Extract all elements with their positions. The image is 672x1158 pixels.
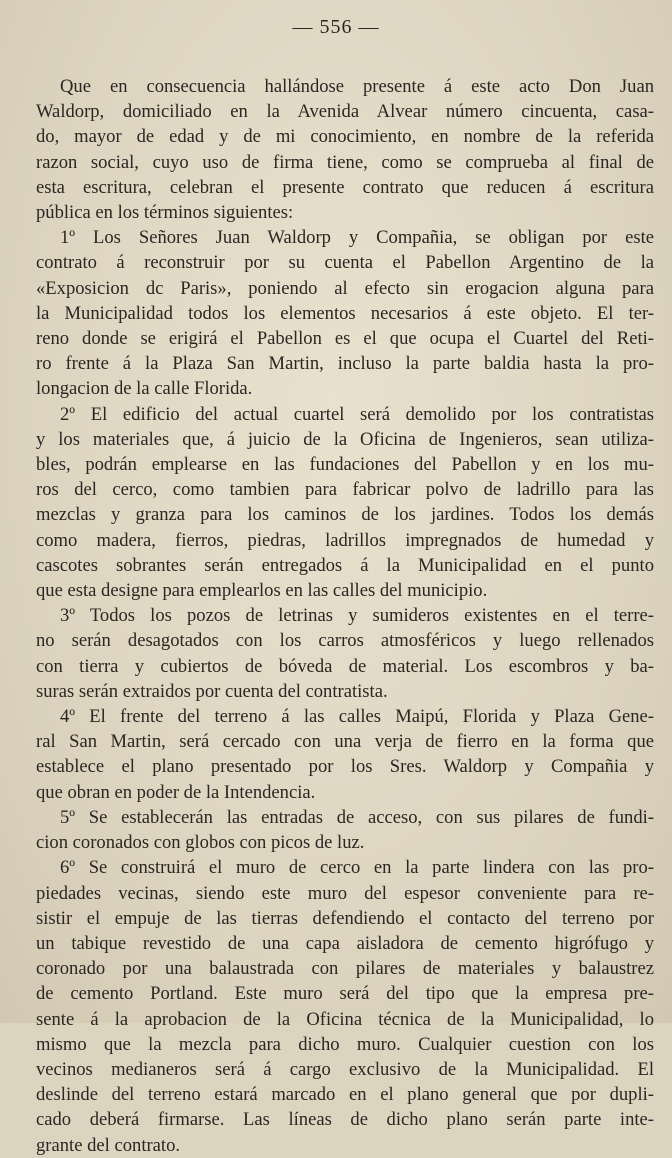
text-line: cascotes sobrantes serán entregados á la Municipalidad en el punto: [36, 554, 654, 576]
text-line: Waldorp, domiciliado en la Avenida Alvear número cincuenta, casa-: [36, 101, 654, 123]
text-line: ro frente á la Plaza San Martin, incluso la parte baldia hasta la pro-: [36, 353, 654, 375]
text-line: 4º El frente del terreno á las calles Maipú, Florida y Plaza Gene-: [60, 706, 654, 728]
text-line: la Municipalidad todos los elementos necesarios á este objeto. El ter-: [36, 302, 654, 324]
text-line: sente á la aprobacion de la Oficina técnica de la Municipalidad, lo: [36, 1008, 654, 1030]
text-line: vecinos medianeros será á cargo exclusivo de la Municipalidad. El: [36, 1058, 654, 1080]
text-line: cion coronados con globos con picos de luz.: [36, 832, 365, 854]
text-line: establece el plano presentado por los Sres. Waldorp y Compañia y: [36, 756, 654, 778]
page-number: — 556 —: [292, 16, 380, 38]
text-line: pública en los términos siguientes:: [36, 202, 294, 224]
text-line: y los materiales que, á juicio de la Oficina de Ingenieros, sean utiliza-: [36, 428, 654, 450]
text-line: deslinde del terreno estará marcado en el plano general que por dupli-: [36, 1084, 654, 1106]
text-line: esta escritura, celebran el presente contrato que reducen á escritura: [36, 176, 654, 198]
text-line: que obran en poder de la Intendencia.: [36, 781, 316, 803]
text-line: suras serán extraidos por cuenta del contratista.: [36, 680, 388, 702]
text-line: contrato á reconstruir por su cuenta el Pabellon Argentino de la: [36, 252, 654, 274]
text-line: grante del contrato.: [36, 1134, 181, 1156]
text-line: ros del cerco, como tambien para fabricar polvo de ladrillo para las: [36, 479, 654, 501]
text-line: coronado por una balaustrada con pilares de materiales y balaustrez: [36, 958, 654, 980]
text-line: como madera, fierros, piedras, ladrillos impregnados de humedad y: [36, 529, 654, 551]
text-line: de cemento Portland. Este muro será del tipo que la empresa pre-: [36, 983, 654, 1005]
text-line: 2º El edificio del actual cuartel será demolido por los contratistas: [60, 403, 654, 425]
text-line: Que en consecuencia hallándose presente á este acto Don Juan: [60, 76, 654, 97]
text-line: razon social, cuyo uso de firma tiene, como se comprueba al final de: [36, 151, 654, 173]
text-line: cado deberá firmarse. Las líneas de dicho plano serán parte inte-: [36, 1109, 654, 1131]
text-line: bles, podrán emplearse en las fundaciones del Pabellon y en los mu-: [36, 454, 654, 476]
text-line: do, mayor de edad y de mi conocimiento, en nombre de la referida: [36, 126, 654, 148]
text-line: no serán desagotados con los carros atmosféricos y luego rellenados: [36, 630, 654, 652]
text-line: 5º Se establecerán las entradas de acceso, con sus pilares de fundi-: [60, 806, 654, 828]
text-line: con tierra y cubiertos de bóveda de material. Los escombros y ba-: [36, 655, 654, 677]
text-line: 1º Los Señores Juan Waldorp y Compañia, se obligan por este: [60, 227, 654, 249]
text-line: 6º Se construirá el muro de cerco en la parte lindera con las pro-: [60, 857, 654, 879]
body-text: [36, 74, 654, 1158]
text-line: reno donde se erigirá el Pabellon es el que ocupa el Cuartel del Reti-: [36, 328, 654, 350]
text-line: mezclas y granza para los caminos de los jardines. Todos los demás: [36, 504, 654, 526]
text-line: sistir el empuje de las tierras defendiendo el contacto del terreno por: [36, 907, 654, 929]
text-line: ral San Martin, será cercado con una verja de fierro en la forma que: [36, 731, 654, 753]
text-line: piedades vecinas, siendo este muro del espesor conveniente para re-: [36, 882, 654, 904]
text-line: «Exposicion dc Paris», poniendo al efecto sin erogacion alguna para: [36, 277, 654, 299]
text-line: un tabique revestido de una capa aisladora de cemento higrófugo y: [36, 932, 654, 954]
text-line: 3º Todos los pozos de letrinas y sumideros existentes en el terre-: [60, 605, 654, 627]
text-line: mismo que la mezcla para dicho muro. Cualquier cuestion con los: [36, 1033, 654, 1055]
text-line: que esta designe para emplearlos en las calles del municipio.: [36, 580, 488, 602]
text-line: longacion de la calle Florida.: [36, 378, 253, 400]
